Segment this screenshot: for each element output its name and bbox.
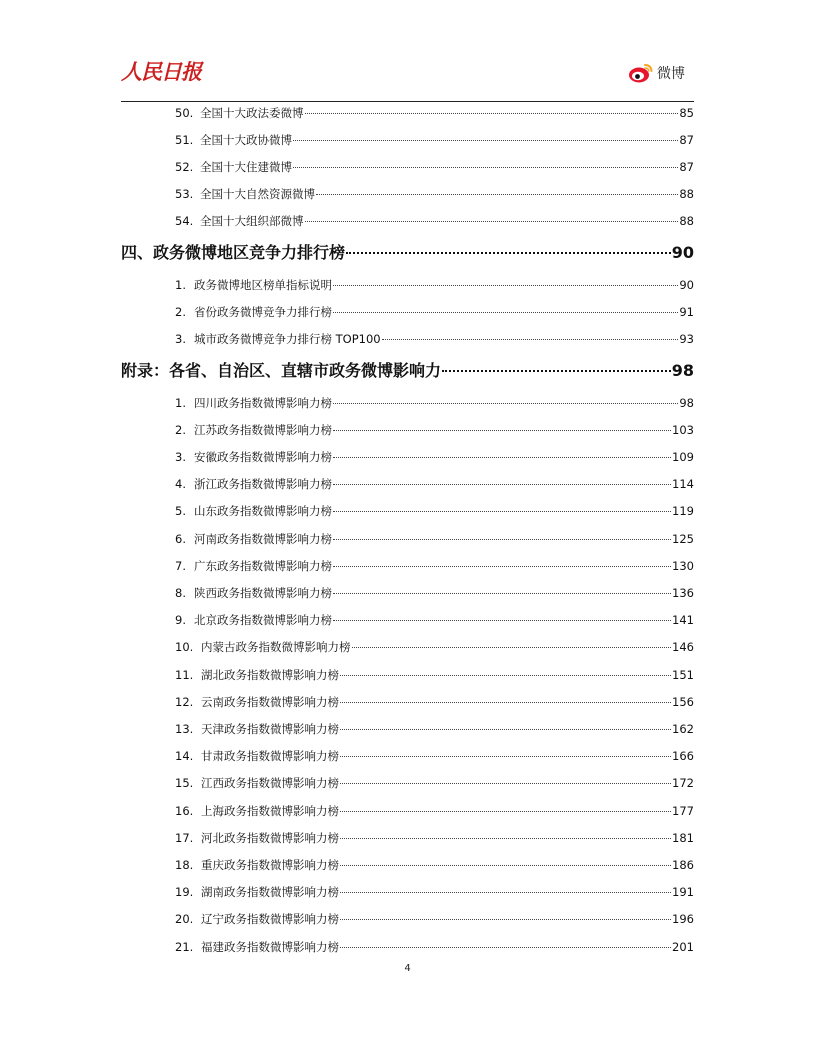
toc-entry[interactable] xyxy=(175,394,694,411)
toc-entry[interactable] xyxy=(175,476,694,493)
toc-entry[interactable] xyxy=(175,421,694,438)
toc-entry-page: 186 xyxy=(672,857,694,872)
toc-entry[interactable] xyxy=(175,829,694,846)
toc-entry-number: 2. xyxy=(175,422,186,437)
toc-entry-title: 甘肃政务指数微博影响力榜 xyxy=(201,749,339,764)
toc-section-heading[interactable] xyxy=(121,240,694,263)
toc-entry[interactable] xyxy=(175,612,694,629)
toc-entry-page: 201 xyxy=(672,939,694,954)
toc-entry-number: 19. xyxy=(175,885,194,900)
toc-entry-page: 88 xyxy=(679,187,694,202)
toc-entry-number: 11. xyxy=(175,667,194,682)
toc-entry[interactable] xyxy=(175,530,694,547)
toc-entry-page: 141 xyxy=(672,613,694,628)
toc-entry-page: 196 xyxy=(672,912,694,927)
dot-leader xyxy=(333,530,671,540)
dot-leader xyxy=(340,884,671,894)
toc-entry-title: 政务微博地区榜单指标说明 xyxy=(194,277,332,292)
toc-entry[interactable] xyxy=(175,938,694,955)
toc-entry[interactable] xyxy=(175,639,694,656)
toc-entry-title: 重庆政务指数微博影响力榜 xyxy=(201,857,339,872)
toc-entry[interactable] xyxy=(175,276,694,293)
toc-entry-number: 2. xyxy=(175,304,186,319)
toc-entry-title: 辽宁政务指数微博影响力榜 xyxy=(201,912,339,927)
toc-entry-number: 1. xyxy=(175,277,186,292)
dot-leader xyxy=(293,158,678,168)
toc-entry-number: 13. xyxy=(175,721,194,736)
toc-entry-page: 166 xyxy=(672,749,694,764)
toc-entry[interactable] xyxy=(175,884,694,901)
toc-entry-title: 省份政务微博竞争力排行榜 xyxy=(194,304,332,319)
toc-entry[interactable] xyxy=(175,720,694,737)
toc-entry-page: 156 xyxy=(672,694,694,709)
dot-leader xyxy=(333,503,671,513)
toc-entry[interactable] xyxy=(175,856,694,873)
header-divider xyxy=(121,101,694,102)
toc-entry-title: 浙江政务指数微博影响力榜 xyxy=(194,477,332,492)
toc-entry-title: 江西政务指数微博影响力榜 xyxy=(201,776,339,791)
peoples-daily-logo: 人民日报 xyxy=(121,59,201,84)
dot-leader xyxy=(305,213,679,223)
dot-leader xyxy=(333,421,671,431)
toc-entry-title: 广东政务指数微博影响力榜 xyxy=(194,558,332,573)
toc-entry-page: 151 xyxy=(672,667,694,682)
toc-entry-number: 50. xyxy=(175,105,194,120)
toc-entry-title: 山东政务指数微博影响力榜 xyxy=(194,504,332,519)
dot-leader xyxy=(333,394,678,404)
toc-entry-page: 87 xyxy=(679,159,694,174)
toc-entry-title: 全国十大自然资源微博 xyxy=(200,187,315,202)
dot-leader xyxy=(382,330,679,340)
toc-entry-number: 52. xyxy=(175,159,194,174)
toc-entry-page: 119 xyxy=(672,504,694,519)
dot-leader xyxy=(333,612,671,622)
toc-entry-page: 98 xyxy=(679,395,694,410)
toc-entry-title: 河北政务指数微博影响力榜 xyxy=(201,830,339,845)
toc-entry[interactable] xyxy=(175,131,694,148)
toc-entry-page: 88 xyxy=(679,214,694,229)
dot-leader xyxy=(352,639,672,649)
toc-entry-number: 3. xyxy=(175,449,186,464)
toc-entry-title: 安徽政务指数微博影响力榜 xyxy=(194,449,332,464)
toc-entry-number: 4. xyxy=(175,477,186,492)
dot-leader xyxy=(340,693,671,703)
toc-entry-page: 114 xyxy=(672,477,694,492)
toc-entry[interactable] xyxy=(175,186,694,203)
toc-entry-title: 全国十大组织部微博 xyxy=(200,214,304,229)
page-number: 4 xyxy=(404,963,411,974)
toc-entry-number: 51. xyxy=(175,132,194,147)
toc-entry-page: 172 xyxy=(672,776,694,791)
toc-entry-title: 全国十大住建微博 xyxy=(200,159,292,174)
dot-leader xyxy=(333,448,671,458)
dot-leader xyxy=(333,476,671,486)
toc-appendix-heading[interactable] xyxy=(121,358,694,381)
toc-entry-title: 云南政务指数微博影响力榜 xyxy=(201,694,339,709)
toc-entry[interactable] xyxy=(175,330,694,347)
toc-entry-title: 附录：各省、自治区、直辖市政务微博影响力 xyxy=(121,361,442,380)
toc-entry-page: 103 xyxy=(672,422,694,437)
toc-entry-page: 90 xyxy=(679,277,694,292)
dot-leader xyxy=(333,584,671,594)
dot-leader xyxy=(346,240,671,254)
toc-entry-title: 江苏政务指数微博影响力榜 xyxy=(194,422,332,437)
dot-leader xyxy=(442,358,671,372)
toc-entry[interactable] xyxy=(175,693,694,710)
toc-entry-number: 3. xyxy=(175,331,186,346)
toc-entry-page: 130 xyxy=(672,558,694,573)
toc-entry[interactable] xyxy=(175,448,694,465)
toc-entry[interactable] xyxy=(175,158,694,175)
toc-entry-title: 北京政务指数微博影响力榜 xyxy=(194,613,332,628)
toc-entry-title: 陕西政务指数微博影响力榜 xyxy=(194,585,332,600)
toc-entry[interactable] xyxy=(175,104,694,121)
dot-leader xyxy=(340,748,671,758)
toc-entry-number: 5. xyxy=(175,504,186,519)
toc-entry-page: 87 xyxy=(679,132,694,147)
toc-entry-number: 15. xyxy=(175,776,194,791)
dot-leader xyxy=(333,276,678,286)
weibo-eye-icon xyxy=(628,62,654,84)
toc-entry-page: 146 xyxy=(672,640,694,655)
toc-entry-number: 9. xyxy=(175,613,186,628)
toc-entry-title: 全国十大政法委微博 xyxy=(200,105,304,120)
toc-entry-page: 93 xyxy=(679,331,694,346)
dot-leader xyxy=(340,802,671,812)
toc-entry-page: 85 xyxy=(679,105,694,120)
toc-entry-number: 53. xyxy=(175,187,194,202)
dot-leader xyxy=(340,720,671,730)
toc-entry-number: 18. xyxy=(175,857,194,872)
weibo-logo xyxy=(628,60,685,86)
toc-entry-page: 162 xyxy=(672,721,694,736)
toc-entry[interactable] xyxy=(175,802,694,819)
dot-leader xyxy=(340,666,671,676)
dot-leader xyxy=(333,557,671,567)
toc-entry-title: 城市政务微博竞争力排行榜 TOP100 xyxy=(194,331,381,346)
toc-entry-number: 7. xyxy=(175,558,186,573)
toc-entry-title: 福建政务指数微博影响力榜 xyxy=(201,939,339,954)
toc-entry-number: 20. xyxy=(175,912,194,927)
toc-entry-title: 内蒙古政务指数微博影响力榜 xyxy=(201,640,351,655)
toc-entry-page: 109 xyxy=(672,449,694,464)
dot-leader xyxy=(293,131,678,141)
dot-leader xyxy=(305,104,679,114)
dot-leader xyxy=(340,911,671,921)
toc-entry-page: 136 xyxy=(672,585,694,600)
toc-entry-title: 全国十大政协微博 xyxy=(200,132,292,147)
toc-entry-number: 14. xyxy=(175,749,194,764)
dot-leader xyxy=(340,938,671,948)
toc-entry-page: 90 xyxy=(671,243,694,262)
toc-entry-number: 17. xyxy=(175,830,194,845)
toc-entry-page: 191 xyxy=(672,885,694,900)
toc-entry-number: 8. xyxy=(175,585,186,600)
toc-entry-title: 湖南政务指数微博影响力榜 xyxy=(201,885,339,900)
toc-entry[interactable] xyxy=(175,303,694,320)
toc-entry-title: 上海政务指数微博影响力榜 xyxy=(201,803,339,818)
toc-entry-number: 6. xyxy=(175,531,186,546)
toc-entry-number: 10. xyxy=(175,640,194,655)
toc-entry[interactable] xyxy=(175,666,694,683)
dot-leader xyxy=(333,303,678,313)
toc-entry[interactable] xyxy=(175,584,694,601)
toc-entry[interactable] xyxy=(175,503,694,520)
toc-entry-title: 河南政务指数微博影响力榜 xyxy=(194,531,332,546)
dot-leader xyxy=(340,856,671,866)
toc-entry-page: 181 xyxy=(672,830,694,845)
dot-leader xyxy=(340,775,671,785)
toc-entry[interactable] xyxy=(175,748,694,765)
toc-entry-title: 天津政务指数微博影响力榜 xyxy=(201,721,339,736)
dot-leader xyxy=(340,829,671,839)
toc-entry-number: 1. xyxy=(175,395,186,410)
toc-entry-number: 12. xyxy=(175,694,194,709)
toc-entry[interactable] xyxy=(175,213,694,230)
toc-entry-page: 91 xyxy=(679,304,694,319)
toc-entry-title: 湖北政务指数微博影响力榜 xyxy=(201,667,339,682)
toc-entry-number: 21. xyxy=(175,939,194,954)
toc-entry-title: 四川政务指数微博影响力榜 xyxy=(194,395,332,410)
toc-entry-page: 98 xyxy=(671,361,694,380)
dot-leader xyxy=(316,186,678,196)
toc-entry[interactable] xyxy=(175,911,694,928)
toc-entry-number: 16. xyxy=(175,803,194,818)
toc-entry[interactable] xyxy=(175,557,694,574)
toc-entry[interactable] xyxy=(175,775,694,792)
toc-entry-page: 125 xyxy=(672,531,694,546)
toc-entry-number: 54. xyxy=(175,214,194,229)
weibo-logo-text: 微博 xyxy=(657,66,685,82)
toc-entry-page: 177 xyxy=(672,803,694,818)
toc-entry-title: 四、政务微博地区竞争力排行榜 xyxy=(121,243,346,262)
